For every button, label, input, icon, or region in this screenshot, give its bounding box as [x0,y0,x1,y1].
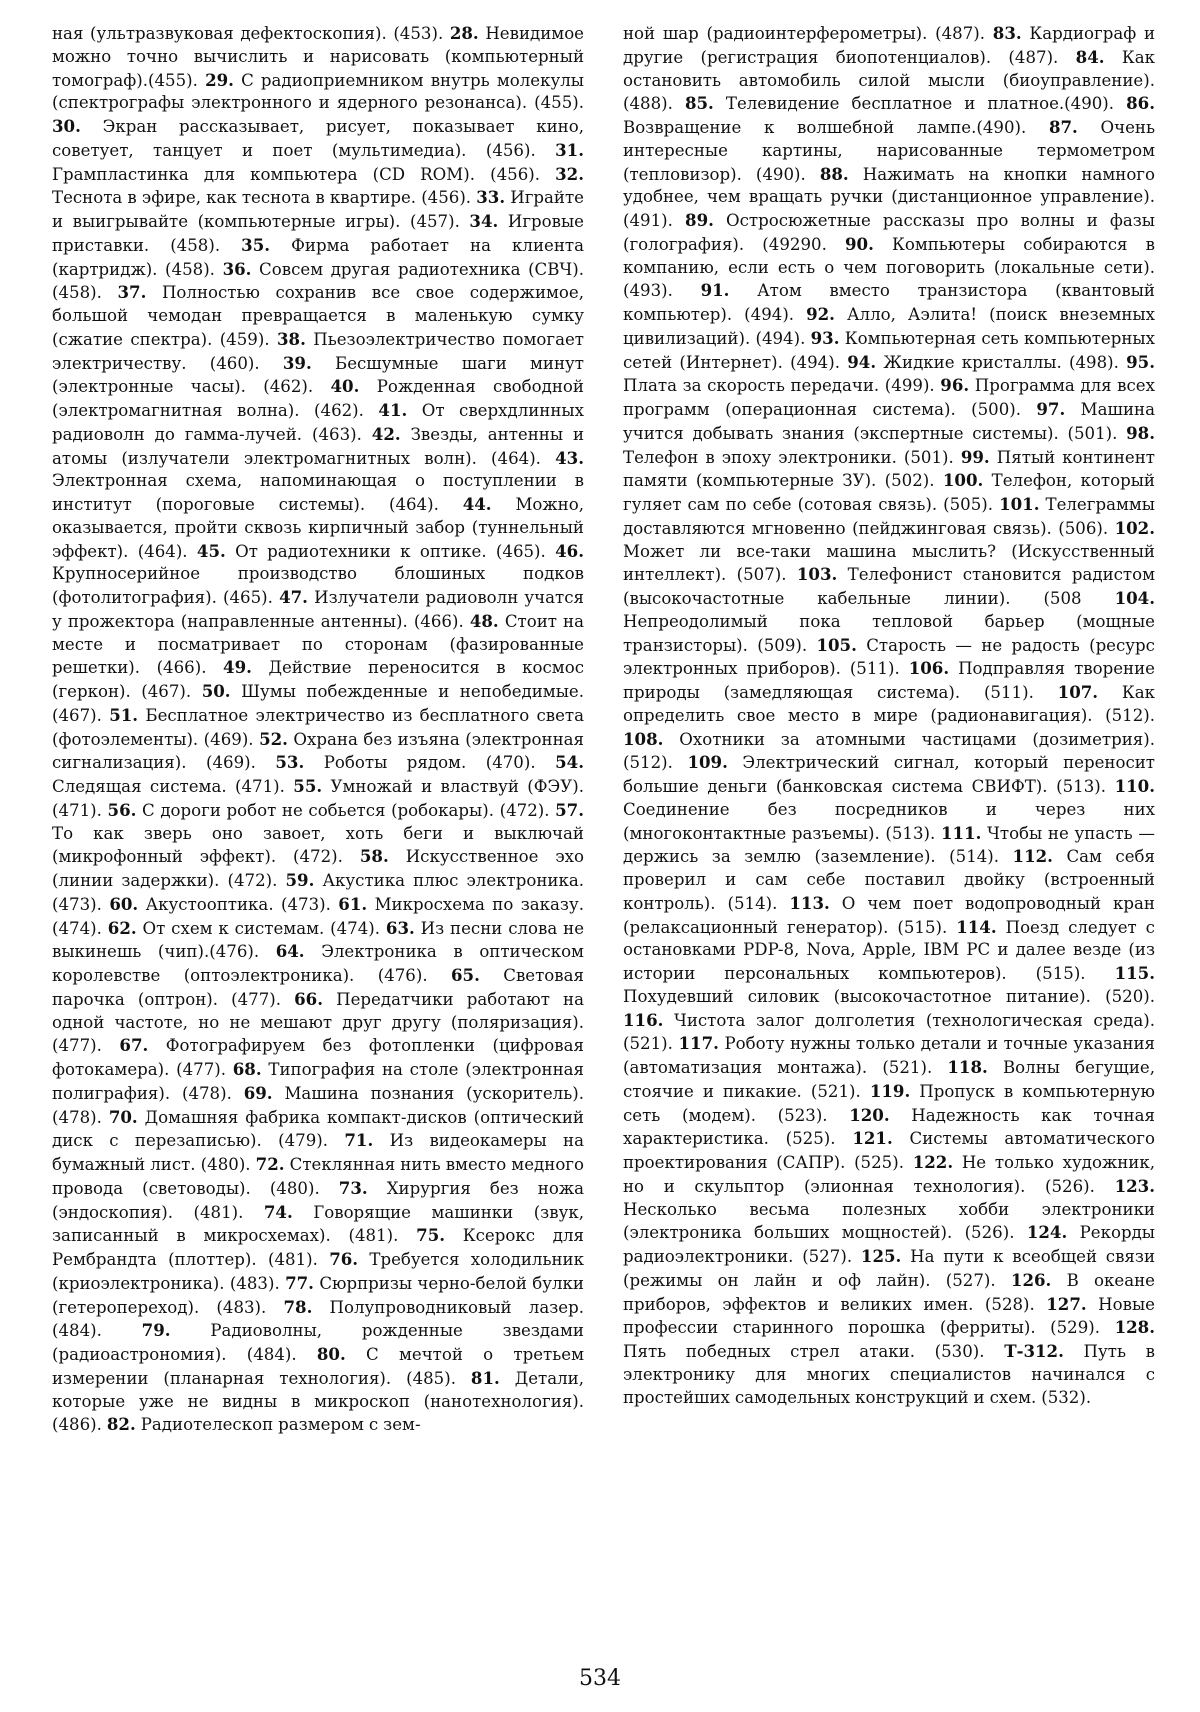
entry-number: 85. [684,93,714,114]
entry-title: Похудевший силовик (высокочастотное питание). (520). [623,986,1155,1006]
entry-title: Радиотелескоп размером с зем- [140,1415,421,1435]
entry-title: Системы автоматического проектирования (САПР). (525). [623,1129,1155,1172]
entry-number: 81. [470,1367,500,1388]
entry-number: 107. [1057,682,1099,702]
entry-title: Типография на столе (электронная полиграфия). (478). [52,1060,584,1103]
entry-number: 41. [378,400,408,420]
entry-number: 61. [338,893,368,914]
entry-title: Стоит на месте и посматривает по сторонам (фазированные решетки). (466). [52,611,584,678]
entry-title: Подправляя творение природы (замедляющая система). (511). [623,659,1155,702]
entry-title: Рожденная свободной (электромагнитная волна). (462). [52,377,584,420]
entry-title: Полностью сохранив все свое содержимое, большой чемодан превращается в маленькую сумку (сжатие спектра). (459). [52,283,584,349]
toc-entry [107,1415,421,1434]
entry-number: 77. [285,1272,314,1293]
entry-number: 35. [241,234,271,255]
entry-title: Звезды, антенны и атомы (излучатели электромагнитных волн). (464). [52,424,584,468]
continued-text: ной шар (радиоинтерферометры). (487). [623,24,986,43]
entry-number: 50. [201,681,231,701]
entry-number: 101. [999,494,1040,514]
entry-number: 69. [243,1082,273,1103]
entry-title: Бесплатное электричество из бесплатного света (фотоэлементы). (469). [52,705,585,749]
entry-number: 38. [276,328,306,349]
entry-number: 95. [1126,351,1156,372]
entry-number: 80. [316,1344,346,1364]
entry-title: Нажимать на кнопки намного удобнее, чем вращать ручки (дистанционное управление). (491). [623,164,1155,230]
entry-title: Излучатели радиоволн учатся у прожектора (направленные антенны). (466). [52,588,584,631]
entry-number: 90. [844,233,874,254]
entry-number: 126. [1010,1269,1052,1290]
entry-number: 36. [222,258,252,279]
entry-title: Не только художник, но и скульптор (элионная технология). (526). [623,1153,1155,1196]
entry-title: Невидимое можно точно вычислить и нарисовать (компьютерный томограф).(455). [52,24,584,90]
entry-number: 67. [119,1035,149,1056]
toc-entry [109,895,331,914]
entry-title: Старость — не радость (ресурс электронных приборов). (511). [623,635,1155,679]
entry-title: Кардиограф и другие (регистрация биопотенциалов). (487). [623,24,1156,67]
entry-title: Чтобы не упасть — держись за землю (заземление). (514). [623,823,1155,867]
entry-title: Охотники за атомными частицами (дозиметрия). (512). [623,729,1155,773]
entry-title: Чистота залог долголетия (технологическая среда). (521). [623,1010,1155,1054]
left-column [52,22,584,1437]
entry-title: Очень интересные картины, нарисованные термометром (тепловизор). (490). [623,118,1155,184]
entry-number: 68. [232,1059,262,1079]
entry-number: 120. [849,1104,890,1125]
entry-number: 44. [462,494,492,514]
entry-number: 46. [555,540,584,561]
entry-title: Световая парочка (оптрон). (477). [52,966,584,1009]
entry-title: Плата за скорость передачи. (499). [623,376,935,396]
toc-entry [685,94,1114,113]
entry-title: Телефон, который гуляет сам по себе (сотовая связь). (505). [623,471,1155,514]
entry-number: 83. [992,23,1022,43]
entry-number: 116. [623,1009,664,1030]
entry-title: Компьютеры собираются в компанию, если есть о чем поговорить (локальные сети). (493). [623,234,1155,301]
entry-title: Микросхема по заказу. (474). [52,894,584,938]
entry-title: Электрический сигнал, который переносит большие деньги (банковская система СВИФТ). (513). [623,753,1155,796]
page-number: 534 [579,1666,621,1691]
entry-title: То как зверь оно завоет, хоть беги и выключай (микрофонный эффект). (472). [52,823,584,867]
entry-number: 94. [847,351,877,372]
entry-number: 57. [555,799,584,820]
entry-number: 103. [796,564,838,585]
entry-title: Шумы побежденные и непобедимые.(467). [52,682,585,725]
entry-number: 86. [1126,93,1155,114]
entry-number: 70. [108,1106,138,1127]
entry-number: 31. [555,139,584,160]
entry-number: 127. [1046,1293,1087,1314]
toc-entry [52,117,584,160]
entry-title: Атом вместо транзистора (квантовый компьютер). (494). [623,281,1155,324]
entry-title: О чем поет водопроводный кран (релаксационный генератор). (515). [623,893,1155,937]
entry-number: 109. [687,752,728,773]
column-paragraph [623,22,1155,1409]
entry-number: 102. [1114,517,1155,538]
entry-number: 117. [678,1033,719,1054]
entry-title: Экран рассказывает, рисует, показывает кино, советует, танцует и поет (мультимедиа). (456). [52,117,584,160]
entry-title: С дороги робот не собьется (робокары). (472). [142,800,550,820]
entry-number: 123. [1114,1175,1156,1196]
entry-number: 56. [107,799,137,820]
entry-number: 99. [960,446,990,467]
entry-number: 28. [449,23,479,43]
entry-title: Соединение без посредников и через них (многоконтактные разъемы). (513). [623,799,1155,843]
entry-title: Фирма работает на клиента (картридж). (458). [52,235,584,279]
entry-title: Программа для всех программ (операционная система). (500). [623,376,1155,419]
entry-title: От сверхдлинных радиоволн до гамма-лучей. (463). [52,401,584,444]
entry-title: Из видеокамеры на бумажный лист. (480). [52,1131,584,1174]
entry-number: 59. [285,870,315,890]
entry-number: 54. [555,752,584,773]
entry-number: 32. [555,163,584,184]
entry-number: 122. [912,1152,954,1172]
entry-title: Пропуск в компьютерную сеть (модем). (523). [623,1081,1155,1125]
entry-number: 119. [869,1080,911,1101]
entry-title: Акустооптика. (473). [145,894,331,914]
entry-title: С радиоприемником внутрь молекулы (спектрографы электронного и ядерного резонанса). (455). [52,70,584,113]
entry-title: Сюрпризы черно-белой булки (гетеропереход). (483). [52,1273,584,1317]
entry-number: 88. [819,163,849,184]
entry-number: 55. [293,776,323,796]
entry-number: Т-312. [1004,1341,1064,1361]
entry-title: Умножай и властвуй (ФЭУ). (471). [52,777,584,820]
toc-entry [275,753,535,772]
entry-number: 100. [942,470,984,491]
entry-title: Жидкие кристаллы. (498). [883,352,1119,372]
entry-title: С мечтой о третьем измерении (планарная технология). (485). [52,1345,584,1388]
entry-title: Игровые приставки. (458). [52,212,584,255]
entry-title: Ксерокс для Рембрандта (плоттер). (481). [52,1226,584,1269]
entry-title: Радиоволны, рожденные звездами (радиоастрономия). (484). [52,1321,584,1364]
text-columns [52,22,1155,1437]
toc-entry [108,801,550,820]
entry-title: Может ли все-таки машина мыслить? (Искусственный интеллект). (507). [623,541,1155,585]
entry-title: Детали, которые уже не видны в микроскоп (нанотехнология). (486). [52,1368,584,1435]
entry-number: 113. [789,892,830,913]
entry-number: 37. [117,282,147,303]
entry-number: 66. [294,988,324,1009]
entry-number: 60. [109,893,139,914]
entry-number: 33. [476,187,506,208]
entry-number: 82. [106,1414,136,1435]
entry-number: 48. [469,610,499,631]
entry-title: Роботу нужны только детали и точные указания (автоматизация монтажа). (521). [623,1034,1155,1077]
entry-title: Играйте и выигрывайте (компьютерные игры). (457). [52,188,584,231]
entry-number: 96. [940,375,970,396]
entry-title: Полупроводниковый лазер. (484). [52,1297,584,1341]
entry-number: 121. [852,1128,893,1149]
entry-number: 53. [275,752,305,773]
entry-number: 84. [1075,46,1105,67]
entry-title: Электронная схема, напоминающая о поступлении в институт (пороговые системы). (464). [52,471,584,514]
entry-number: 75. [416,1225,446,1246]
toc-entry [108,919,380,938]
entry-title: Охрана без изъяна (электронная сигнализация). (469). [52,729,584,773]
entry-number: 47. [279,587,308,607]
entry-number: 114. [956,916,997,937]
entry-number: 78. [283,1296,313,1317]
entry-number: 76. [329,1249,359,1269]
toc-entry [197,542,546,561]
entry-number: 93. [810,327,840,348]
entry-title: Несколько весьма полезных хобби электроники (электроника больших мощностей). (526). [623,1199,1155,1243]
entry-title: Стеклянная нить вместо медного провода (световоды). (480). [52,1155,584,1198]
entry-title: Пять победных стрел атаки. (530). [623,1342,985,1361]
entry-number: 111. [940,822,982,843]
entry-number: 39. [282,352,312,373]
entry-number: 108. [623,728,664,749]
entry-title: Машина учится добывать знания (экспертные системы). (501). [623,400,1155,443]
entry-number: 118. [947,1057,988,1077]
entry-title: Надежность как точная характеристика. (525). [623,1105,1155,1149]
entry-number: 51. [109,704,139,725]
toc-entry [623,753,1155,796]
entry-number: 125. [860,1246,902,1266]
entry-number: 45. [196,540,226,561]
column-paragraph [52,22,584,1437]
entry-title: Следящая система. (471). [52,777,285,796]
entry-number: 112. [1012,846,1053,867]
entry-title: На пути к всеобщей связи (режимы он лайн и оф лайн). (527). [623,1247,1156,1290]
entry-title: Говорящие машинки (звук, записанный в микросхемах). (481). [52,1202,584,1246]
entry-number: 65. [451,965,480,985]
entry-title: Совсем другая радиотехника (СВЧ).(458). [52,259,585,303]
entry-number: 97. [1036,399,1066,419]
entry-title: Пьезоэлектричество помогает электричеству. (460). [52,329,584,373]
entry-number: 34. [469,211,499,231]
entry-title: Передатчики работают на одной частоте, но не мешают друг другу (поляризация). (477). [52,989,584,1056]
entry-number: 92. [806,304,835,324]
entry-title: Грампластинка для компьютера (CD ROM). (456). [52,164,541,184]
entry-number: 64. [275,941,305,962]
entry-title: Алло, Аэлита! (поиск внеземных цивилизаций). (494). [623,305,1155,348]
entry-title: Непреодолимый пока тепловой барьер (мощные транзисторы). (509). [623,611,1155,655]
entry-number: 104. [1114,588,1155,608]
entry-title: Телевидение бесплатное и платное.(490). [725,94,1115,114]
entry-number: 52. [259,728,288,749]
entry-title: Телефон в эпоху электроники. (501). [623,447,954,467]
entry-title: Искусственное эхо (линии задержки). (472). [52,847,585,890]
entry-number: 74. [263,1201,293,1222]
entry-title: Новые профессии старинного порошка (ферриты). (529). [623,1294,1155,1338]
entry-number: 87. [1048,117,1078,137]
right-column [623,22,1155,1437]
entry-title: Можно, оказывается, пройти сквозь кирпичный забор (туннельный эффект). (464). [52,495,585,561]
entry-number: 73. [338,1177,368,1198]
entry-title: Хирургия без ножа (эндоскопия). (481). [52,1178,584,1222]
entry-title: Компьютерная сеть компьютерных сетей (Интернет). (494). [623,328,1155,372]
entry-number: 29. [205,69,234,90]
entry-number: 58. [359,846,389,867]
entry-title: Действие переносится в космос (геркон). (467). [52,658,584,701]
entry-number: 63. [385,917,415,938]
entry-number: 110. [1114,776,1156,796]
entry-number: 106. [908,658,950,679]
entry-number: 72. [255,1154,285,1174]
entry-title: В океане приборов, эффектов и великих имен. (528). [623,1270,1155,1314]
entry-number: 62. [107,917,137,938]
entry-number: 79. [141,1320,171,1341]
entry-number: 43. [555,447,584,468]
entry-number: 124. [1026,1222,1068,1243]
entry-title: Остросюжетные рассказы про волны и фазы (голография). (49290. [623,211,1156,254]
entry-title: Домашняя фабрика компакт-дисков (оптический диск с перезаписью). (479). [52,1107,584,1151]
entry-title: Роботы рядом. (470). [323,753,536,773]
entry-title: Волны бегущие, стоячие и пикакие. (521). [623,1058,1155,1101]
entry-title: Путь в электронику для многих специалистов начинался с простейших самодельных конструкций и схем. (532). [623,1342,1156,1407]
entry-title: От схем к системам. (474). [142,918,381,938]
entry-number: 105. [816,634,857,655]
entry-title: Акустика плюс электроника. (473). [52,871,584,914]
entry-title: Крупносерийное производство блошиных подков (фотолитография). (465). [52,564,584,607]
entry-number: 91. [700,280,730,301]
entry-title: Рекорды радиоэлектроники. (527). [623,1223,1155,1266]
entry-number: 115. [1114,963,1155,983]
entry-title: Как остановить автомобиль силой мысли (биоуправление). (488). [623,47,1155,114]
entry-title: Бесшумные шаги минут (электронные часы). (462). [52,353,584,397]
entry-title: Телеграммы доставляются мгновенно (пейджинговая связь). (506). [623,495,1155,538]
entry-number: 30. [52,116,81,136]
entry-title: Возвращение к волшебной лампе.(490). [623,118,1027,137]
entry-title: Фотографируем без фотопленки (цифровая фотокамера). (477). [52,1036,584,1079]
entry-title: Требуется холодильник (криоэлектроника). (483). [52,1250,584,1293]
entry-title: Теснота в эфире, как теснота в квартире. (456). [52,188,472,208]
entry-number: 42. [371,423,401,444]
entry-number: 98. [1126,422,1155,443]
entry-title: Сам себя проверил и сам себе поставил двойку (встроенный контроль). (514). [623,847,1155,913]
entry-title: Пятый континент памяти (компьютерные ЗУ). (502). [623,447,1155,491]
entry-title: Телефонист становится радистом (высокочастотные кабельные линии). (508 [623,565,1156,608]
entry-number: 89. [685,210,714,230]
entry-title: Электроника в оптическом королевстве (оптоэлектроника). (476). [52,942,584,985]
entry-title: От радиотехники к оптике. (465). [235,541,546,561]
entry-title: Из песни слова не выкинешь (чип).(476). [52,918,585,962]
entry-number: 49. [223,657,252,678]
entry-title: Машина познания (ускоритель). (478). [52,1083,584,1127]
continued-text: ная (ультразвуковая дефектоскопия). (453). [52,24,444,43]
entry-title: Как определить свое место в мире (радионавигация). (512). [623,683,1155,725]
entry-number: 40. [330,376,360,397]
entry-number: 128. [1114,1317,1155,1338]
toc-entry [847,353,1119,372]
entry-title: Поезд следует с остановками PDP-8, Nova, Apple, IBM PC и далее везде (из истории персональных компьютеров). (515). [623,917,1155,983]
entry-number: 71. [344,1130,374,1151]
